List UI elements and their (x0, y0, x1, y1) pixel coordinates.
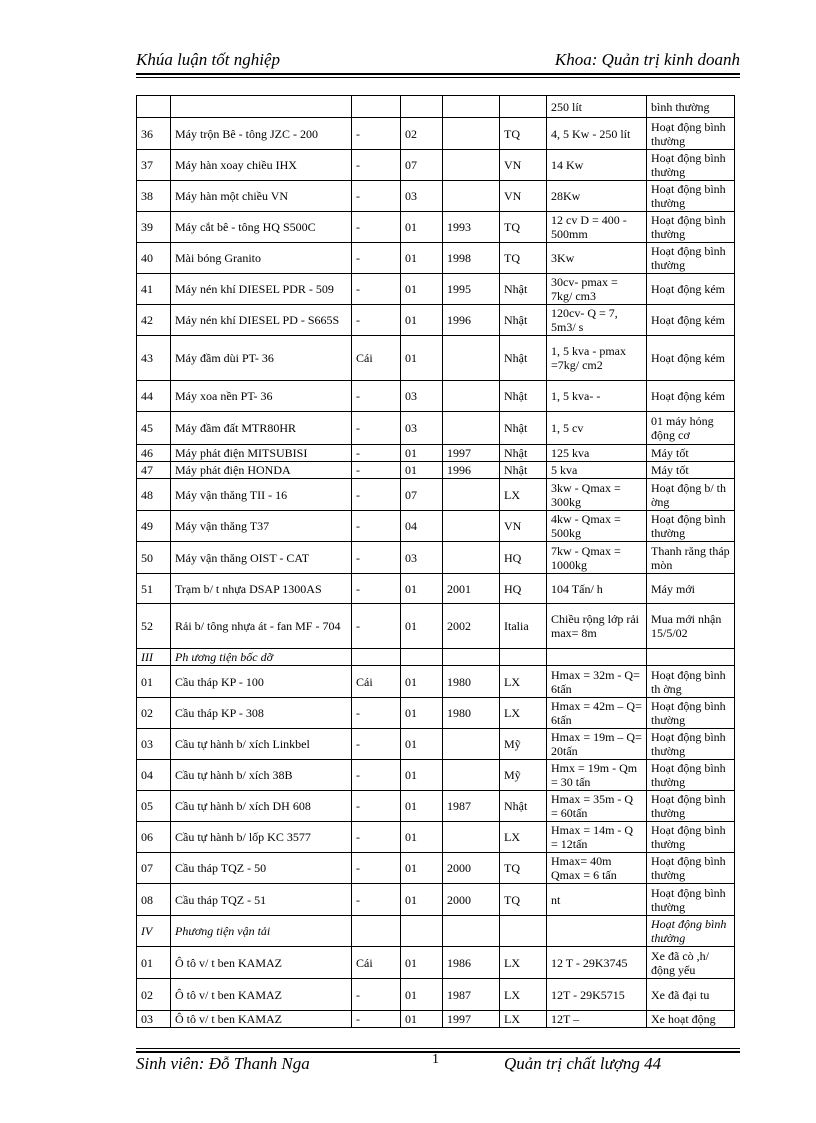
table-cell: 50 (137, 542, 171, 574)
header-rule-thin (136, 77, 740, 78)
table-row (137, 574, 735, 604)
table-cell: 03 (401, 412, 443, 445)
table-cell: Máy mới (647, 574, 735, 604)
table-cell: 01 (401, 979, 443, 1011)
table-row (137, 212, 735, 243)
table-cell: Rải b/ tông nhựa át - fan MF - 704 (171, 604, 352, 649)
table-cell: - (352, 542, 401, 574)
table-cell: 04 (401, 511, 443, 542)
table-row (137, 729, 735, 760)
table-cell: Trạm b/ t nhựa DSAP 1300AS (171, 574, 352, 604)
table-row (137, 760, 735, 791)
table-cell: 45 (137, 412, 171, 445)
table-cell: TQ (500, 884, 547, 916)
table-row (137, 181, 735, 212)
table-cell: Nhật (500, 791, 547, 822)
table-cell (443, 181, 500, 212)
table-cell: - (352, 884, 401, 916)
table-cell: Máy hàn xoay chiều IHX (171, 150, 352, 181)
table-cell: Hoạt động bình thường (647, 916, 735, 947)
table-cell: Máy đầm đất MTR80HR (171, 412, 352, 445)
table-cell: Ô tô v/ t ben KAMAZ (171, 947, 352, 979)
table-cell: 41 (137, 274, 171, 305)
table-cell: Nhật (500, 445, 547, 462)
equipment-table (136, 95, 735, 1028)
table-cell: 37 (137, 150, 171, 181)
table-cell: Hoạt động bình thường (647, 511, 735, 542)
table-cell (443, 150, 500, 181)
table-cell: Hmax = 32m - Q= 6tấn (547, 666, 647, 698)
table-row (137, 666, 735, 698)
table-cell: Hoạt động kém (647, 274, 735, 305)
footer-rule-thin (136, 1048, 740, 1049)
table-cell: 03 (401, 181, 443, 212)
table-row (137, 118, 735, 150)
table-cell (647, 649, 735, 666)
section-row (137, 916, 735, 947)
table-cell: Máy trộn Bê - tông JZC - 200 (171, 118, 352, 150)
page-number: 1 (432, 1052, 439, 1067)
table-cell: TQ (500, 243, 547, 274)
table-cell: 03 (401, 542, 443, 574)
table-cell (500, 916, 547, 947)
table-row (137, 791, 735, 822)
table-cell: VN (500, 181, 547, 212)
table-cell: Mua mới nhận 15/5/02 (647, 604, 735, 649)
table-row (137, 947, 735, 979)
table-cell: 1, 5 kva- - (547, 381, 647, 412)
table-cell: Hoạt động bình thường (647, 212, 735, 243)
table-cell: 4kw - Qmax = 500kg (547, 511, 647, 542)
table-cell: 3Kw (547, 243, 647, 274)
table-cell: 07 (401, 479, 443, 511)
table-cell (443, 729, 500, 760)
table-cell: 28Kw (547, 181, 647, 212)
table-cell: 01 (401, 729, 443, 760)
table-cell: - (352, 791, 401, 822)
table-cell: LX (500, 947, 547, 979)
table-cell: 44 (137, 381, 171, 412)
table-cell: TQ (500, 212, 547, 243)
table-cell: Cái (352, 947, 401, 979)
page-header (136, 48, 740, 74)
table-cell: 01 (401, 445, 443, 462)
table-row (137, 274, 735, 305)
table-cell: - (352, 181, 401, 212)
table-cell (443, 336, 500, 381)
table-cell: - (352, 853, 401, 884)
table-cell: HQ (500, 542, 547, 574)
table-cell: 250 lít (547, 96, 647, 118)
table-cell: 104 Tấn/ h (547, 574, 647, 604)
table-cell: 07 (401, 150, 443, 181)
table-row (137, 462, 735, 479)
table-cell: 42 (137, 305, 171, 336)
table-cell: Cầu tháp KP - 308 (171, 698, 352, 729)
table-cell: 2001 (443, 574, 500, 604)
table-cell: Nhật (500, 412, 547, 445)
table-cell: LX (500, 479, 547, 511)
table-cell: 1980 (443, 698, 500, 729)
table-cell: 12T – (547, 1011, 647, 1028)
table-cell: - (352, 604, 401, 649)
table-cell: - (352, 118, 401, 150)
table-cell: 01 (401, 462, 443, 479)
table-cell: Hoạt động bình thường (647, 791, 735, 822)
table-cell: 46 (137, 445, 171, 462)
table-cell: 01 (401, 666, 443, 698)
table-cell: Hoạt động bình thường (647, 181, 735, 212)
table-cell: nt (547, 884, 647, 916)
table-cell: 120cv- Q = 7, 5m3/ s (547, 305, 647, 336)
table-cell: - (352, 243, 401, 274)
table-cell: 02 (401, 118, 443, 150)
table-cell: Cầu tháp TQZ - 51 (171, 884, 352, 916)
table-cell: 01 (401, 243, 443, 274)
table-cell: 12T - 29K5715 (547, 979, 647, 1011)
table-cell (500, 649, 547, 666)
table-cell: - (352, 274, 401, 305)
table-cell: 01 (401, 305, 443, 336)
table-cell: Máy nén khí DIESEL PDR - 509 (171, 274, 352, 305)
table-cell: 01 (401, 574, 443, 604)
table-row (137, 336, 735, 381)
table-cell (547, 649, 647, 666)
table-cell: Máy nén khí DIESEL PD - S665S (171, 305, 352, 336)
table-cell: - (352, 822, 401, 853)
table-cell: Máy tốt (647, 445, 735, 462)
table-row (137, 412, 735, 445)
table-cell: 14 Kw (547, 150, 647, 181)
table-cell: - (352, 150, 401, 181)
table-cell: Hoạt động b/ th ờng (647, 479, 735, 511)
table-cell: Hmax= 40m Qmax = 6 tấn (547, 853, 647, 884)
table-cell: - (352, 479, 401, 511)
table-row (137, 511, 735, 542)
table-cell: 03 (137, 1011, 171, 1028)
table-cell: Máy vận thăng T37 (171, 511, 352, 542)
table-cell: - (352, 729, 401, 760)
table-cell: - (352, 412, 401, 445)
table-cell: Hoạt động bình thường (647, 698, 735, 729)
header-faculty: Khoa: Quản trị kinh doanh (554, 50, 740, 69)
table-row (137, 822, 735, 853)
table-cell: Mài bóng Granito (171, 243, 352, 274)
table-cell: 48 (137, 479, 171, 511)
table-cell: 2000 (443, 853, 500, 884)
table-cell (443, 542, 500, 574)
table-cell: 2002 (443, 604, 500, 649)
table-cell: 2000 (443, 884, 500, 916)
table-row (137, 96, 735, 118)
table-cell: 39 (137, 212, 171, 243)
table-row (137, 698, 735, 729)
table-cell (401, 916, 443, 947)
table-cell: 01 (401, 884, 443, 916)
table-cell: 01 (401, 822, 443, 853)
table-cell: 38 (137, 181, 171, 212)
table-cell: Thanh răng tháp mòn (647, 542, 735, 574)
table-cell: LX (500, 1011, 547, 1028)
table-cell: 04 (137, 760, 171, 791)
table-cell: 01 máy hỏng động cơ (647, 412, 735, 445)
table-cell: 02 (137, 979, 171, 1011)
table-cell: - (352, 381, 401, 412)
table-cell: 43 (137, 336, 171, 381)
table-cell: 1986 (443, 947, 500, 979)
table-cell: Máy tốt (647, 462, 735, 479)
table-cell: Máy vận thăng TII - 16 (171, 479, 352, 511)
table-cell: Hoạt động bình thường (647, 853, 735, 884)
table-cell: 4, 5 Kw - 250 lít (547, 118, 647, 150)
table-cell: Hmx = 19m - Qm = 30 tấn (547, 760, 647, 791)
table-cell: 1997 (443, 1011, 500, 1028)
table-cell: 01 (401, 853, 443, 884)
table-cell: 01 (401, 760, 443, 791)
table-cell: Máy vận thăng OIST - CAT (171, 542, 352, 574)
table-cell: 07 (137, 853, 171, 884)
table-cell: Hoạt động kém (647, 381, 735, 412)
table-cell: - (352, 574, 401, 604)
table-cell (352, 649, 401, 666)
table-cell: 30cv- pmax = 7kg/ cm3 (547, 274, 647, 305)
footer-class: Quản trị chất lượng 44 (504, 1054, 662, 1073)
table-row (137, 305, 735, 336)
table-cell: - (352, 511, 401, 542)
table-cell: Hoạt động bình thường (647, 243, 735, 274)
table-cell: - (352, 212, 401, 243)
table-cell: 1, 5 cv (547, 412, 647, 445)
table-cell: 01 (401, 698, 443, 729)
table-row (137, 542, 735, 574)
table-cell: 03 (401, 381, 443, 412)
table-cell (443, 118, 500, 150)
table-cell: Nhật (500, 462, 547, 479)
table-cell: TQ (500, 118, 547, 150)
header-thesis-title: Khúa luận tốt nghiệp (136, 50, 281, 69)
table-cell: LX (500, 822, 547, 853)
table-cell: Ô tô v/ t ben KAMAZ (171, 979, 352, 1011)
table-cell: 01 (401, 212, 443, 243)
table-cell: Nhật (500, 305, 547, 336)
table-row (137, 445, 735, 462)
table-cell: 12 T - 29K3745 (547, 947, 647, 979)
table-cell: Hoạt động kém (647, 336, 735, 381)
table-cell: 06 (137, 822, 171, 853)
table-cell: 01 (401, 604, 443, 649)
table-cell (443, 822, 500, 853)
table-cell (352, 916, 401, 947)
table-cell: - (352, 462, 401, 479)
table-cell (443, 649, 500, 666)
table-cell: VN (500, 511, 547, 542)
table-cell: Cầu tự hành b/ xích Linkbel (171, 729, 352, 760)
table-cell (500, 96, 547, 118)
table-cell: Máy đầm dùi PT- 36 (171, 336, 352, 381)
section-row (137, 649, 735, 666)
table-cell: 1996 (443, 305, 500, 336)
table-cell (443, 760, 500, 791)
table-cell: 1993 (443, 212, 500, 243)
table-cell: 01 (401, 791, 443, 822)
table-row (137, 853, 735, 884)
table-cell: Hoạt động bình thường (647, 729, 735, 760)
table-cell: 01 (137, 947, 171, 979)
table-row (137, 979, 735, 1011)
table-cell: Mỹ (500, 760, 547, 791)
table-row (137, 150, 735, 181)
table-cell: Ph ương tiện bốc dỡ (171, 649, 352, 666)
table-cell: Xe hoạt động (647, 1011, 735, 1028)
table-cell: III (137, 649, 171, 666)
table-cell: Cầu tự hành b/ xích DH 608 (171, 791, 352, 822)
table-cell: Hoạt động bình th ờng (647, 666, 735, 698)
table-cell: Hoạt động bình thường (647, 118, 735, 150)
table-cell: 1996 (443, 462, 500, 479)
table-cell: Cầu tháp KP - 100 (171, 666, 352, 698)
table-cell: Cầu tháp TQZ - 50 (171, 853, 352, 884)
table-cell: LX (500, 698, 547, 729)
table-cell: Máy xoa nền PT- 36 (171, 381, 352, 412)
table-cell (171, 96, 352, 118)
table-cell (443, 511, 500, 542)
table-cell: Chiều rộng lớp rải max= 8m (547, 604, 647, 649)
table-cell: 03 (137, 729, 171, 760)
table-cell: Nhật (500, 336, 547, 381)
table-cell (443, 381, 500, 412)
table-cell: 7kw - Qmax = 1000kg (547, 542, 647, 574)
table-cell: 5 kva (547, 462, 647, 479)
table-cell (352, 96, 401, 118)
table-cell: Cầu tự hành b/ lốp KC 3577 (171, 822, 352, 853)
table-cell: - (352, 698, 401, 729)
table-cell: Hmax = 14m - Q = 12tấn (547, 822, 647, 853)
table-cell: - (352, 305, 401, 336)
table-cell: Máy cắt bê - tông HQ S500C (171, 212, 352, 243)
table-cell: 52 (137, 604, 171, 649)
table-cell: 02 (137, 698, 171, 729)
table-cell: 1997 (443, 445, 500, 462)
table-cell: Hoạt động bình thường (647, 760, 735, 791)
table-cell: Hmax = 35m - Q = 60tấn (547, 791, 647, 822)
table-cell: Hoạt động bình thường (647, 822, 735, 853)
table-cell (443, 96, 500, 118)
table-cell: - (352, 445, 401, 462)
table-row (137, 1011, 735, 1028)
table-cell: 40 (137, 243, 171, 274)
table-cell: Ô tô v/ t ben KAMAZ (171, 1011, 352, 1028)
table-cell: - (352, 1011, 401, 1028)
table-cell: 1998 (443, 243, 500, 274)
table-cell: 1987 (443, 979, 500, 1011)
table-cell: 47 (137, 462, 171, 479)
table-cell: 49 (137, 511, 171, 542)
table-cell: Italia (500, 604, 547, 649)
table-cell: 3kw - Qmax = 300kg (547, 479, 647, 511)
table-cell: 01 (401, 1011, 443, 1028)
table-cell: Hoạt động bình thường (647, 150, 735, 181)
table-cell: 12 cv D = 400 - 500mm (547, 212, 647, 243)
table-cell: 01 (401, 274, 443, 305)
table-cell: 1987 (443, 791, 500, 822)
table-cell (443, 916, 500, 947)
table-cell: 1980 (443, 666, 500, 698)
table-cell: 01 (137, 666, 171, 698)
table-cell: Cái (352, 336, 401, 381)
table-cell: Máy hàn một chiều VN (171, 181, 352, 212)
table-cell: Xe đã cò ,h/ động yếu (647, 947, 735, 979)
table-cell: 1, 5 kva - pmax =7kg/ cm2 (547, 336, 647, 381)
table-cell: 1995 (443, 274, 500, 305)
table-cell: 08 (137, 884, 171, 916)
table-cell: Máy phát điện HONDA (171, 462, 352, 479)
table-cell: IV (137, 916, 171, 947)
table-cell: 05 (137, 791, 171, 822)
table-row (137, 243, 735, 274)
table-row (137, 381, 735, 412)
table-cell: Hoạt động bình thường (647, 884, 735, 916)
table-cell (547, 916, 647, 947)
table-cell: VN (500, 150, 547, 181)
table-row (137, 479, 735, 511)
table-row (137, 884, 735, 916)
table-cell: Mỹ (500, 729, 547, 760)
table-cell: 125 kva (547, 445, 647, 462)
table-cell (443, 479, 500, 511)
footer-student: Sinh viên: Đỗ Thanh Nga (136, 1054, 310, 1073)
table-cell (401, 96, 443, 118)
table-cell (401, 649, 443, 666)
table-cell: - (352, 979, 401, 1011)
table-row (137, 604, 735, 649)
table-cell: - (352, 760, 401, 791)
table-cell: 51 (137, 574, 171, 604)
table-cell: Hmax = 19m – Q= 20tấn (547, 729, 647, 760)
table-cell (443, 412, 500, 445)
header-rule (136, 73, 740, 75)
table-cell: 01 (401, 336, 443, 381)
table-cell: Hoạt động kém (647, 305, 735, 336)
table-cell: Nhật (500, 381, 547, 412)
table-cell: Xe đã đại tu (647, 979, 735, 1011)
table-cell: 36 (137, 118, 171, 150)
table-cell: TQ (500, 853, 547, 884)
table-cell: Cái (352, 666, 401, 698)
table-cell: LX (500, 666, 547, 698)
table-cell: bình thường (647, 96, 735, 118)
table-cell: HQ (500, 574, 547, 604)
table-cell: 01 (401, 947, 443, 979)
table-cell: Phương tiện vận tải (171, 916, 352, 947)
table-cell: Hmax = 42m – Q= 6tấn (547, 698, 647, 729)
table-cell (137, 96, 171, 118)
table-cell: Cầu tự hành b/ xích 38B (171, 760, 352, 791)
table-cell: Máy phát điện MITSUBISI (171, 445, 352, 462)
table-cell: LX (500, 979, 547, 1011)
page-footer (136, 1054, 740, 1080)
table-cell: Nhật (500, 274, 547, 305)
